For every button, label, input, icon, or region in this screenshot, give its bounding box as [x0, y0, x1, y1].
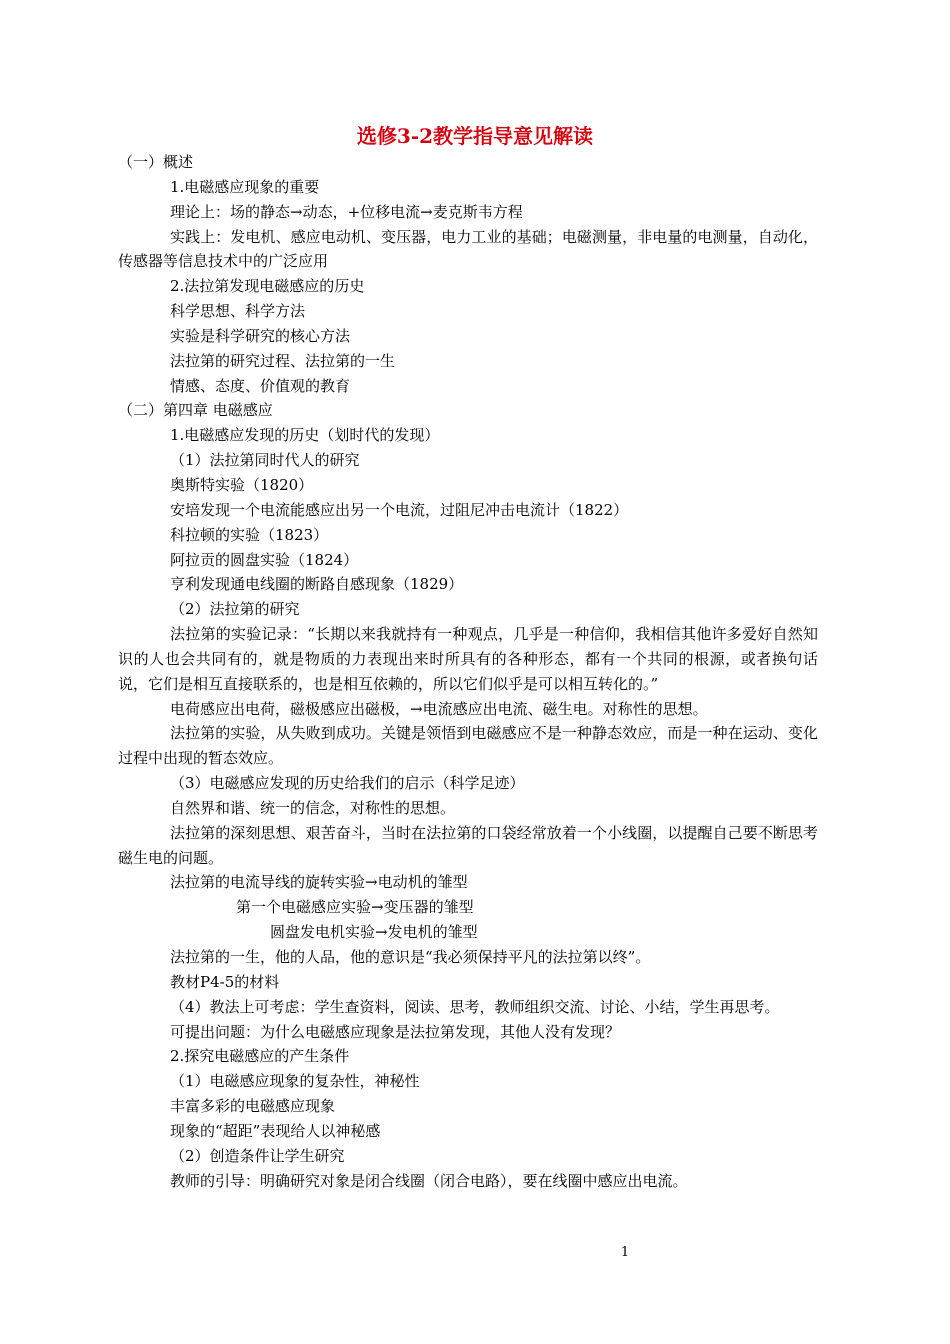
paragraph-line-indented [118, 895, 818, 920]
subheading-history: 2.法拉第发现电磁感应的历史 [170, 277, 365, 296]
list-item: 科拉顿的实验（1823） [170, 525, 329, 544]
paragraph-line: 法拉第的研究过程、法拉第的一生 [170, 351, 396, 370]
list-item: 亨利发现通电线圈的断路自感现象（1829） [170, 575, 464, 594]
list-heading: （1）电磁感应现象的复杂性，神秘性 [170, 1072, 420, 1091]
paragraph-line: 教师的引导：明确研究对象是闭合线圈（闭合电路），要在线圈中感应出电流。 [170, 1171, 688, 1190]
paragraph-line: 科学思想、科学方法 [170, 302, 306, 321]
list-item: 奥斯特实验（1820） [170, 475, 314, 494]
subheading-discovery-history: 1.电磁感应发现的历史（划时代的发现） [170, 426, 440, 445]
list-heading: （2）创造条件让学生研究 [170, 1146, 345, 1165]
list-heading: （3）电磁感应发现的历史给我们的启示（科学足迹） [170, 774, 525, 793]
paragraph-line: 电荷感应出电荷，磁极感应出磁极，→电流感应出电流、磁生电。对称性的思想。 [170, 699, 708, 718]
paragraph-line: 自然界和谐、统一的信念，对称性的思想。 [170, 798, 456, 817]
paragraph-line: 法拉第的一生，他的人品，他的意识是“我必须保持平凡的法拉第以终”。 [170, 948, 651, 966]
subheading-conditions: 2.探究电磁感应的产生条件 [170, 1047, 350, 1066]
paragraph-line: 教材P4-5的材料 [170, 972, 280, 991]
section-heading-overview: （一）概述 [118, 153, 194, 171]
subheading-importance: 1.电磁感应现象的重要 [170, 177, 320, 196]
page-number: 1 [620, 1245, 630, 1260]
paragraph-thinking [118, 821, 818, 871]
paragraph-experiment [118, 721, 818, 771]
paragraph-line: 法拉第的电流导线的旋转实验→电动机的雏型 [170, 873, 468, 892]
list-item: 安培发现一个电流能感应出另一个电流，过阻尼冲击电流计（1822） [170, 500, 629, 519]
document-body [118, 150, 818, 1193]
paragraph-line-indented-text: 第一个电磁感应实验→变压器的雏型 [236, 898, 474, 917]
paragraph-line-indented-text: 圆盘发电机实验→发电机的雏型 [270, 923, 478, 942]
paragraph-quote-text: 法拉第的实验记录：“长期以来我就持有一种观点，几乎是一种信仰，我相信其他许多爱好自然知识的人也会共同有的，就是物质的力表现出来时所具有的各种形态，都有一个共同的根源，或者换句话说，它们是相互直接联系的，也是相互依赖的，所以它们似乎是可以相互转化的。” [118, 625, 818, 693]
paragraph-practice [118, 225, 818, 275]
paragraph-line-indented [118, 920, 818, 945]
list-heading: （1）法拉第同时代人的研究 [170, 451, 360, 470]
list-item: 阿拉贡的圆盘实验（1824） [170, 550, 359, 569]
paragraph-thinking-text: 法拉第的深刻思想、艰苦奋斗，当时在法拉第的口袋经常放着一个小线圈，以提醒自己要不断思考磁生电的问题。 [118, 823, 818, 867]
paragraph-line: 丰富多彩的电磁感应现象 [170, 1097, 336, 1116]
paragraph-line: 实验是科学研究的核心方法 [170, 326, 351, 345]
list-heading: （2）法拉第的研究 [170, 600, 300, 619]
paragraph-line: 情感、态度、价值观的教育 [170, 376, 351, 395]
paragraph-quote [118, 622, 818, 697]
document-title: 选修3-2教学指导意见解读 [356, 124, 594, 148]
list-heading: （4）教法上可考虑：学生查资料，阅读、思考，教师组织交流、讨论、小结，学生再思考。 [170, 997, 780, 1016]
paragraph-practice-text: 实践上：发电机、感应电动机、变压器，电力工业的基础；电磁测量，非电量的电测量，自动化，传感器等信息技术中的广泛应用 [118, 227, 818, 271]
paragraph-experiment-text: 法拉第的实验，从失败到成功。关键是领悟到电磁感应不是一种静态效应，而是一种在运动、变化过程中出现的暂态效应。 [118, 724, 818, 768]
paragraph-line: 可提出问题：为什么电磁感应现象是法拉第发现，其他人没有发现？ [170, 1022, 621, 1041]
paragraph-theory: 理论上：场的静态→动态，+位移电流→麦克斯韦方程 [170, 202, 523, 221]
paragraph-line: 现象的“超距”表现给人以神秘感 [170, 1121, 381, 1140]
section-heading-chapter4: （二）第四章 电磁感应 [118, 401, 273, 420]
